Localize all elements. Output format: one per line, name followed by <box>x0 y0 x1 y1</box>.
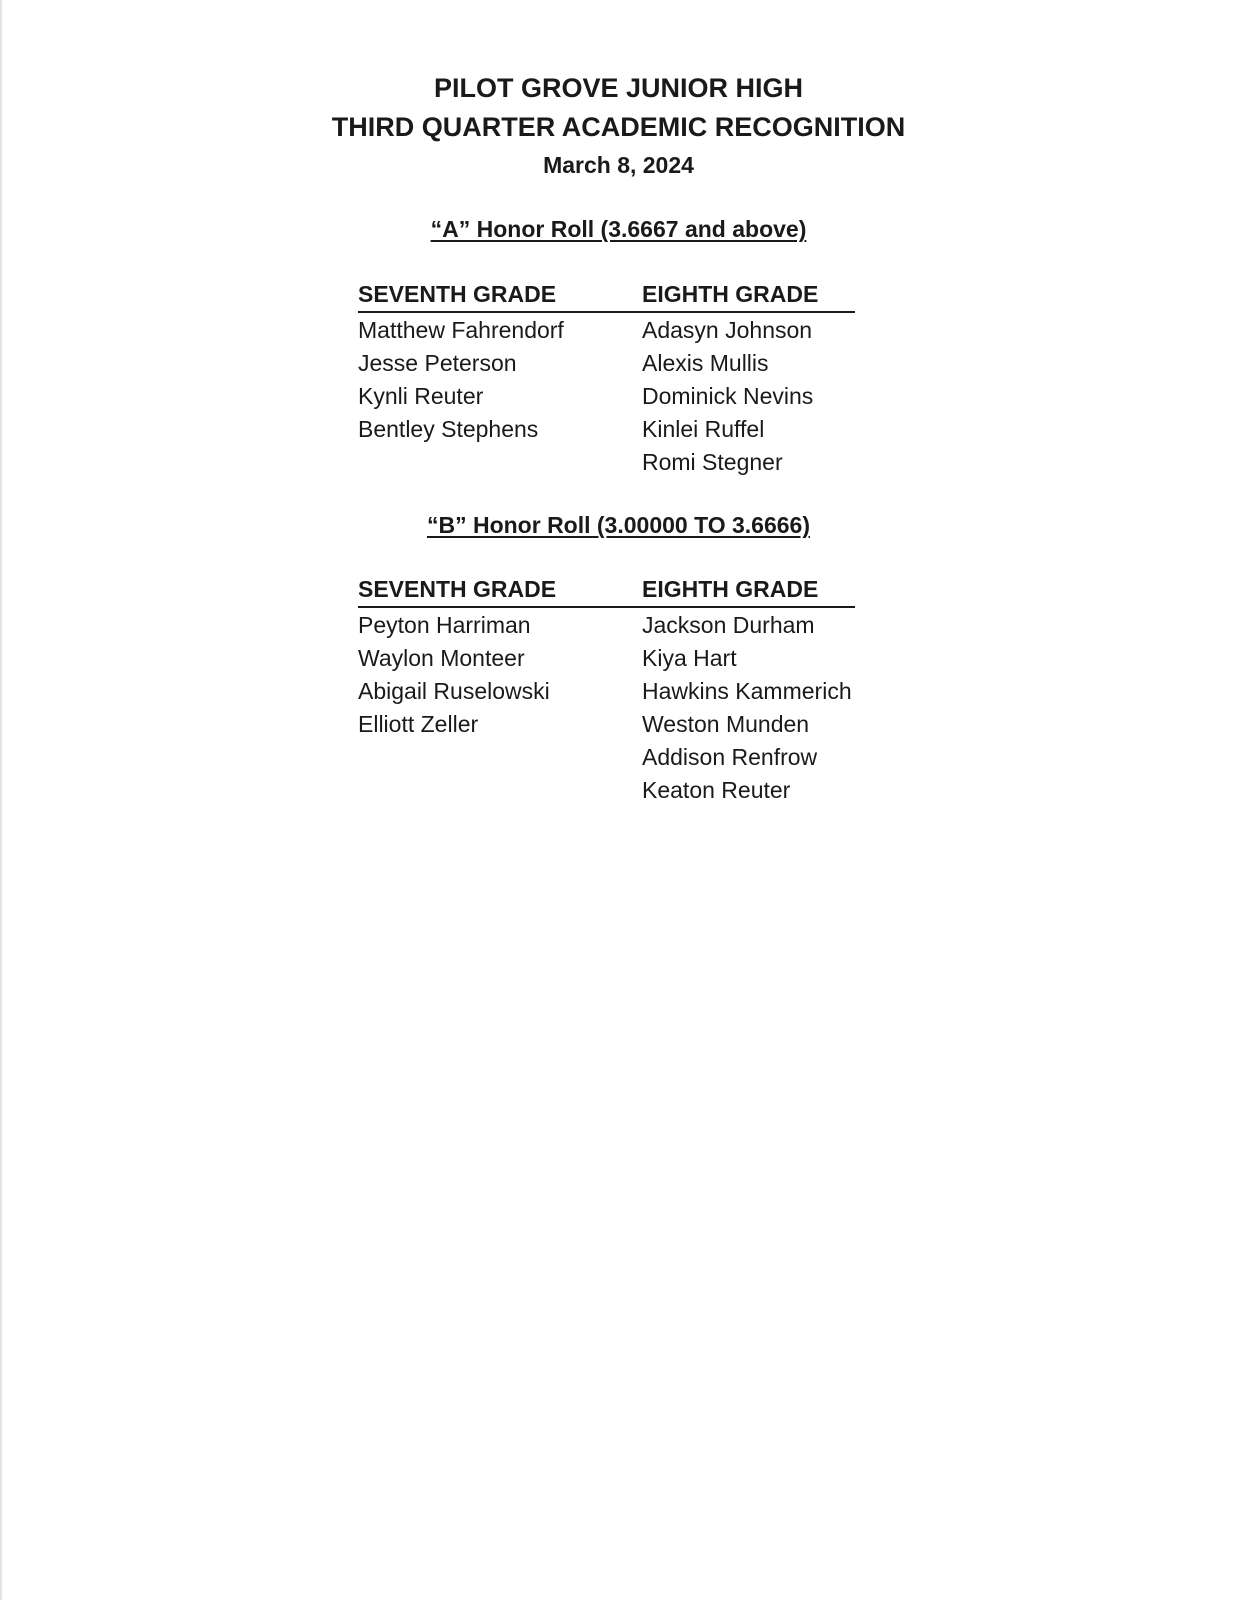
student-name: Jesse Peterson <box>358 350 517 376</box>
student-name: Hawkins Kammerich <box>642 678 852 704</box>
student-name: Romi Stegner <box>642 449 783 475</box>
a-seventh-grade-names <box>358 314 564 446</box>
b-honor-roll-heading <box>0 512 1237 539</box>
eighth-grade-header: EIGHTH GRADE <box>642 576 819 602</box>
student-name: Kinlei Ruffel <box>642 416 765 442</box>
student-name: Dominick Nevins <box>642 383 814 409</box>
b-honor-roll-table <box>358 576 878 803</box>
a-honor-roll-heading-text: “A” Honor Roll (3.6667 and above) <box>430 216 807 242</box>
student-name: Peyton Harriman <box>358 612 531 638</box>
student-name: Abigail Ruselowski <box>358 678 550 704</box>
document-title: THIRD QUARTER ACADEMIC RECOGNITION <box>331 112 906 142</box>
grade-header-row <box>358 281 855 313</box>
a-honor-roll-table <box>358 281 878 475</box>
seventh-grade-header: SEVENTH GRADE <box>358 576 557 602</box>
student-name: Adasyn Johnson <box>642 317 813 343</box>
student-name: Elliott Zeller <box>358 711 479 737</box>
student-name: Matthew Fahrendorf <box>358 317 564 343</box>
b-seventh-grade-names <box>358 609 550 741</box>
a-honor-roll-heading <box>0 216 1237 243</box>
student-name: Kynli Reuter <box>358 383 484 409</box>
student-name: Kiya Hart <box>642 645 737 671</box>
eighth-grade-header: EIGHTH GRADE <box>642 281 819 307</box>
grade-header-row <box>358 576 855 608</box>
student-name: Keaton Reuter <box>642 777 791 803</box>
a-eighth-grade-names <box>642 314 813 479</box>
school-name: PILOT GROVE JUNIOR HIGH <box>433 73 804 103</box>
student-name: Waylon Monteer <box>358 645 525 671</box>
student-name: Addison Renfrow <box>642 744 818 770</box>
document-date: March 8, 2024 <box>543 152 694 178</box>
student-name: Weston Munden <box>642 711 810 737</box>
student-name: Bentley Stephens <box>358 416 539 442</box>
b-honor-roll-heading-text: “B” Honor Roll (3.00000 TO 3.6666) <box>426 512 811 538</box>
seventh-grade-header: SEVENTH GRADE <box>358 281 557 307</box>
student-name: Alexis Mullis <box>642 350 769 376</box>
b-eighth-grade-names <box>642 609 852 807</box>
student-name: Jackson Durham <box>642 612 815 638</box>
